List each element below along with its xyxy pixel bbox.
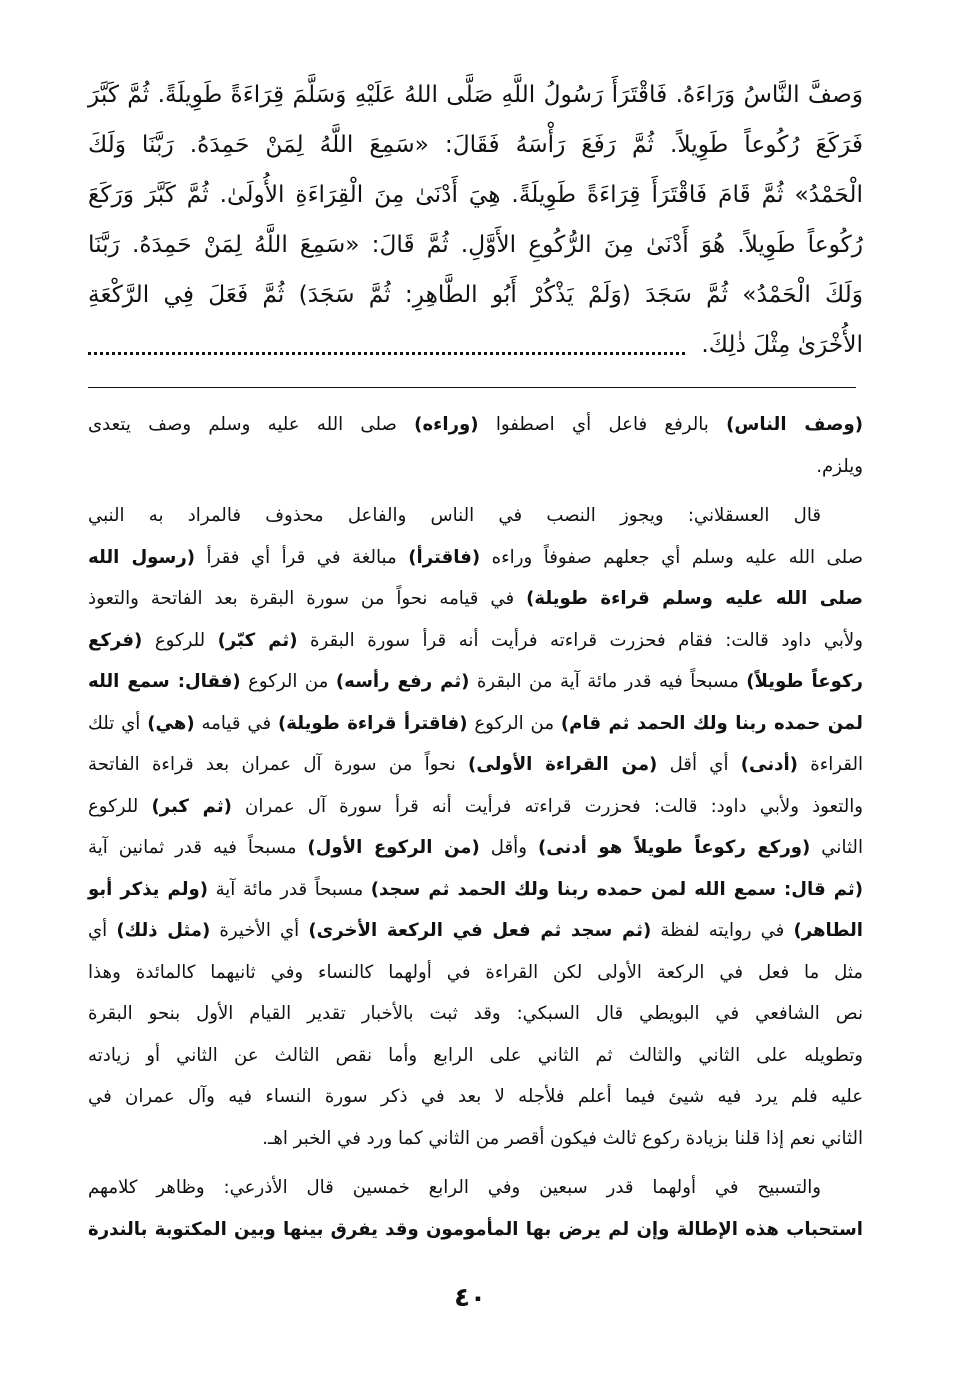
bold-quoted-text: (فاقترأ قراءة طويلة)	[277, 712, 468, 734]
commentary-text: وتطويله على الثاني والثالث ثم الثاني على الرابع وأما نقص الثالث عن الثاني أو زيادته	[88, 1044, 863, 1066]
commentary-text: مثل ما فعل في الركعة الأولى لكن القراءة في أولهما كالنساء وفي ثانيهما كالمائدة وهذا	[88, 961, 863, 983]
commentary-line-text	[88, 1177, 821, 1198]
bold-quoted-text: (رسول الله	[88, 546, 196, 568]
commentary-text: في قيامه	[194, 712, 278, 734]
hadith-line-text: رُكُوعاً طَوِيلاً. هُوَ أَدْنَىٰ مِنَ الرُّكُوعِ الأَوَّلِ. ثُمَّ قَالَ: «سَمِعَ اللَّهُ لِمَنْ حَمِدَهُ. رَبَّنَا	[88, 231, 863, 258]
commentary-line-text	[88, 414, 863, 435]
bold-quoted-text: (وراءه)	[414, 414, 479, 435]
bold-quoted-text: (فقال: سمع الله	[88, 671, 241, 692]
hadith-line-text: وَلَكَ الْحَمْدُ» ثُمَّ سَجَدَ (وَلَمْ يَذْكُرْ أَبُو الطَّاهِرِ: ثُمَّ سَجَدَ) ثُمَّ فَعَلَ فِي الرَّكْعَةِ	[88, 281, 863, 308]
commentary-line-text	[88, 630, 863, 651]
commentary-text: وأقل	[479, 837, 538, 858]
bold-quoted-text: (فركع	[88, 629, 143, 651]
commentary-text: أي تلك	[88, 712, 148, 734]
commentary-line	[88, 1209, 863, 1251]
commentary-line-text	[88, 1003, 863, 1024]
commentary-line	[88, 1167, 863, 1209]
commentary-text: ولأبي داود قالت: فقام فحزرت قراءته فرأيت أنه قرأ سورة البقرة	[297, 629, 863, 651]
footnote-divider	[88, 387, 856, 388]
hadith-line-text: فَرَكَعَ رُكُوعاً طَوِيلاً. ثُمَّ رَفَعَ رَأْسَهُ فَقَالَ: «سَمِعَ اللَّهُ لِمَنْ حَمِدَهُ. رَبَّنَا وَلَكَ	[88, 131, 863, 158]
bold-quoted-text: ركوعاً طويلاً)	[746, 671, 863, 692]
commentary-text: في روايته لفظة	[651, 920, 794, 941]
commentary-text: بالرفع فاعل أي اصطفوا	[478, 414, 727, 435]
hadith-line	[88, 270, 863, 320]
bold-quoted-text: استحباب هذه الإطالة وإن لم يرض بها المأمومون وقد يفرق بينها وبين المكتوبة بالندرة	[88, 1218, 863, 1240]
commentary-text: مبالغة في قرأ أي فقرأ	[195, 546, 409, 568]
commentary-text: من الركوع	[467, 712, 561, 734]
bold-quoted-text: (هي)	[147, 712, 195, 734]
commentary-text: والتعوذ ولأبي داود: قالت: فحزرت قراءته فرأيت أنه قرأ سورة آل عمران	[231, 795, 864, 817]
commentary-text: نحواً من سورة آل عمران بعد قراءة الفاتحة	[88, 754, 469, 775]
commentary-text: مسبحاً فيه قدر مائة آية من البقرة	[469, 671, 747, 692]
commentary-paragraph	[88, 1167, 863, 1250]
hadith-line	[88, 120, 863, 170]
commentary-text: مسبحاً قدر مائة آية	[208, 878, 371, 900]
page-number: ٤٠	[454, 1283, 486, 1313]
commentary-line	[88, 578, 863, 620]
commentary-text: الثاني نعم إذا قلنا بزيادة ركوع ثالث فيكون أقصر من الثاني كما ورد في الخبر اهـ.	[262, 1127, 863, 1149]
commentary-line-text	[88, 837, 863, 858]
commentary-line-text	[88, 588, 863, 609]
bold-quoted-text: الطاهر)	[793, 920, 863, 941]
commentary-line	[88, 495, 863, 537]
commentary-line-text	[88, 1045, 863, 1066]
bold-quoted-text: (ثم كبر)	[151, 795, 232, 817]
hadith-line	[88, 220, 863, 270]
bold-quoted-text: (ثم رفع رأسه)	[335, 671, 470, 692]
commentary-line	[88, 661, 863, 703]
commentary-text: أي الأخيرة	[210, 920, 309, 941]
commentary-text: قال العسقلاني: ويجوز النصب في الناس والفاعل محذوف فالمراد به النبي	[88, 505, 821, 526]
commentary-text: للركوع	[142, 629, 218, 651]
bold-quoted-text: (أدنى)	[740, 754, 798, 775]
commentary-line	[88, 1076, 863, 1118]
commentary-line-text	[88, 547, 863, 568]
commentary-line-text	[88, 713, 863, 734]
commentary-line	[88, 537, 863, 579]
commentary-line	[88, 786, 863, 828]
commentary-text: للركوع	[88, 795, 152, 817]
commentary-line-text	[88, 796, 863, 817]
commentary-line	[88, 827, 863, 869]
bold-quoted-text: (مثل ذلك)	[116, 920, 211, 941]
commentary	[88, 404, 863, 1250]
commentary-text: القراءة	[797, 754, 863, 775]
commentary-line-text	[88, 505, 821, 526]
hadith-line-text: الْحَمْدُ» ثُمَّ قَامَ فَاقْتَرَأَ قِرَاءَةً طَوِيلَةً. هِيَ أَدْنَىٰ مِنَ الْقِرَاءَةِ الأُولَىٰ. ثُمَّ كَبَّرَ وَرَكَعَ	[88, 181, 863, 208]
commentary-line	[88, 993, 863, 1035]
commentary-line	[88, 910, 863, 952]
commentary-text: صلى الله عليه وسلم أي جعلهم صفوفاً وراءه	[480, 546, 864, 568]
bold-quoted-text: (ثم كبّر)	[217, 629, 298, 651]
commentary-line-text	[88, 962, 863, 983]
hadith-line	[88, 70, 863, 120]
commentary-line-text	[816, 456, 863, 477]
bold-quoted-text: (من القراءة الأولى)	[468, 754, 658, 775]
commentary-text: مسبحاً فيه قدر ثمانين آية	[88, 837, 308, 858]
commentary-line-text	[88, 671, 863, 692]
commentary-text: أي أقل	[657, 754, 741, 775]
commentary-line	[88, 1035, 863, 1077]
commentary-text: أي	[88, 920, 117, 941]
commentary-paragraph	[88, 404, 863, 487]
commentary-text: الثاني	[810, 837, 863, 858]
commentary-text: ويلزم.	[816, 455, 863, 477]
commentary-line	[88, 869, 863, 911]
commentary-line	[88, 404, 863, 446]
commentary-line	[88, 744, 863, 786]
commentary-line-text	[88, 1086, 863, 1107]
bold-quoted-text: (من الركوع الأول)	[307, 837, 480, 858]
bold-quoted-text: (وصف الناس)	[726, 414, 863, 435]
bold-quoted-text: (وركع ركوعاً طويلاً هو أدنى)	[537, 837, 811, 858]
commentary-text: من الركوع	[240, 671, 336, 692]
commentary-text: نص الشافعي في البويطي قال السبكي: وقد ثبت بالأخبار تقدير القيام الأول بنحو البقرة	[88, 1003, 863, 1024]
bold-quoted-text: لمن حمده ربنا ولك الحمد ثم قام)	[560, 712, 863, 734]
bold-quoted-text: (ولم يذكر أبو	[88, 878, 209, 900]
bold-quoted-text: صلى الله عليه وسلم قراءة طويلة)	[526, 588, 863, 609]
bold-quoted-text: (ثم قال: سمع الله لمن حمده ربنا ولك الحمد ثم سجد)	[370, 878, 863, 900]
commentary-line	[88, 446, 863, 488]
commentary-text: صلى الله عليه وسلم وصف يتعدى	[88, 414, 415, 435]
commentary-line-text	[88, 1219, 863, 1240]
hadith-line	[88, 170, 863, 220]
hadith-text	[88, 70, 863, 370]
commentary-line-text	[88, 879, 863, 900]
commentary-line-text	[88, 920, 863, 941]
commentary-line	[88, 1118, 863, 1160]
commentary-paragraph	[88, 495, 863, 1159]
commentary-text: والتسبيح في أولهما قدر سبعين وفي الرابع خمسين قال الأذرعي: وظاهر كلامهم	[88, 1177, 821, 1198]
hadith-line-text: وَصفَّ النَّاسُ وَرَاءَهُ. فَاقْتَرَأَ رَسُولُ اللَّهِ صَلَّى اللهُ عَلَيْهِ وَسَلَّمَ قِرَاءَةً طَوِيلَةً. ثُمَّ كَبَّرَ	[88, 81, 863, 108]
hadith-last-line	[88, 320, 863, 370]
commentary-text: في قيامه نحواً من سورة البقرة بعد الفاتحة والتعوذ	[88, 588, 527, 609]
hadith-line-text: الأُخْرَىٰ مِثْلَ ذٰلِكَ.	[701, 331, 863, 358]
dotted-leader	[88, 352, 685, 355]
bold-quoted-text: (فاقترأ)	[408, 546, 481, 568]
bold-quoted-text: (ثم سجد ثم فعل في الركعة الأخرى)	[308, 920, 652, 941]
commentary-line-text	[88, 754, 863, 775]
commentary-line	[88, 952, 863, 994]
commentary-line-text	[262, 1128, 863, 1149]
commentary-line	[88, 703, 863, 745]
commentary-text: عليه فلم يرد فيه شيئ فيما أعلم فلأجله لا بعد في ذكر سورة النساء فيه وآل عمران في	[88, 1086, 863, 1107]
commentary-line	[88, 620, 863, 662]
